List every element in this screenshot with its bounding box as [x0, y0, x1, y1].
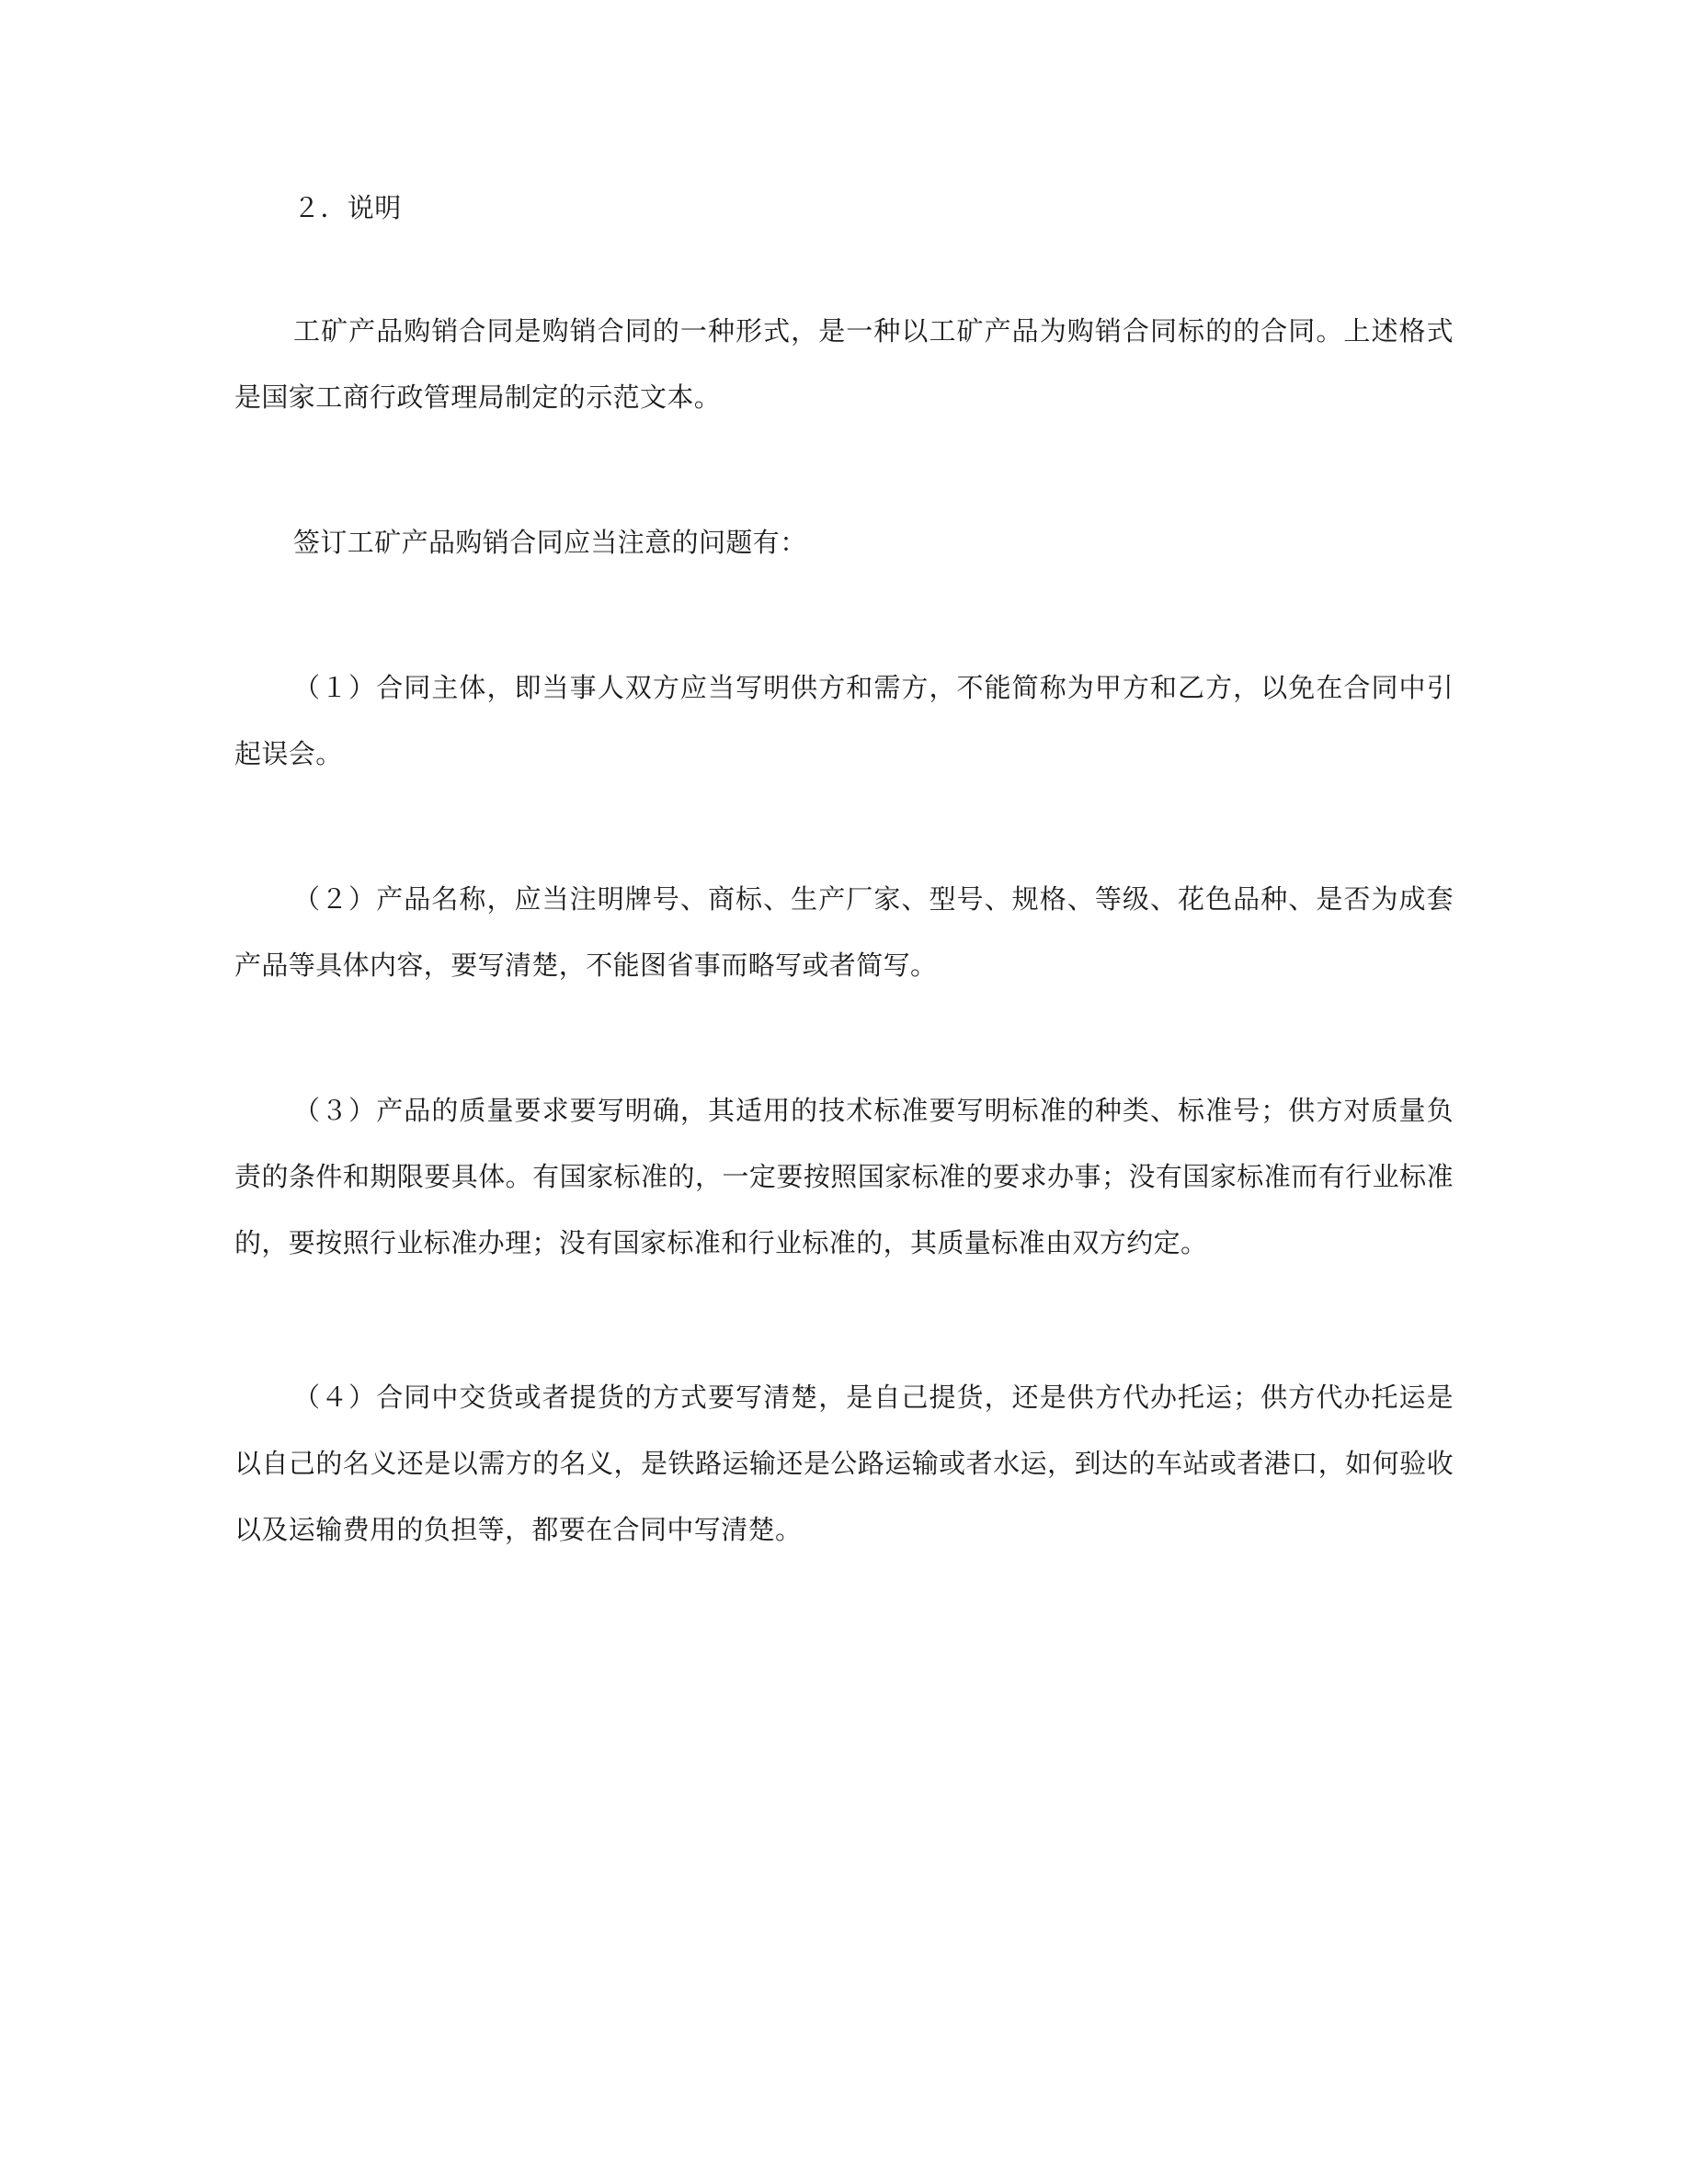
section-heading: ２．说明	[293, 192, 402, 223]
document-body	[234, 175, 1454, 1563]
paragraph-lead-in: 签订工矿产品购销合同应当注意的问题有：	[293, 527, 807, 558]
paragraph-intro: 工矿产品购销合同是购销合同的一种形式，是一种以工矿产品为购销合同标的的合同。上述格式是国家工商行政管理局制定的示范文本。	[234, 315, 1454, 413]
paragraph-item-4: （４）合同中交货或者提货的方式要写清楚，是自己提货，还是供方代办托运；供方代办托运是以自己的名义还是以需方的名义，是铁路运输还是公路运输或者水运，到达的车站或者港口，如何验收以及运输费用的负担等，都要在合同中写清楚。	[234, 1382, 1454, 1545]
paragraph-item-2: （２）产品名称，应当注明牌号、商标、生产厂家、型号、规格、等级、花色品种、是否为成套产品等具体内容，要写清楚，不能图省事而略写或者简写。	[234, 883, 1454, 981]
paragraph-item-3: （３）产品的质量要求要写明确，其适用的技术标准要写明标准的种类、标准号；供方对质量负责的条件和期限要具体。有国家标准的，一定要按照国家标准的要求办事；没有国家标准而有行业标准的，要按照行业标准办理；没有国家标准和行业标准的，其质量标准由双方约定。	[234, 1095, 1454, 1258]
paragraph-item-1: （１）合同主体，即当事人双方应当写明供方和需方，不能简称为甲方和乙方，以免在合同中引起误会。	[234, 672, 1454, 769]
